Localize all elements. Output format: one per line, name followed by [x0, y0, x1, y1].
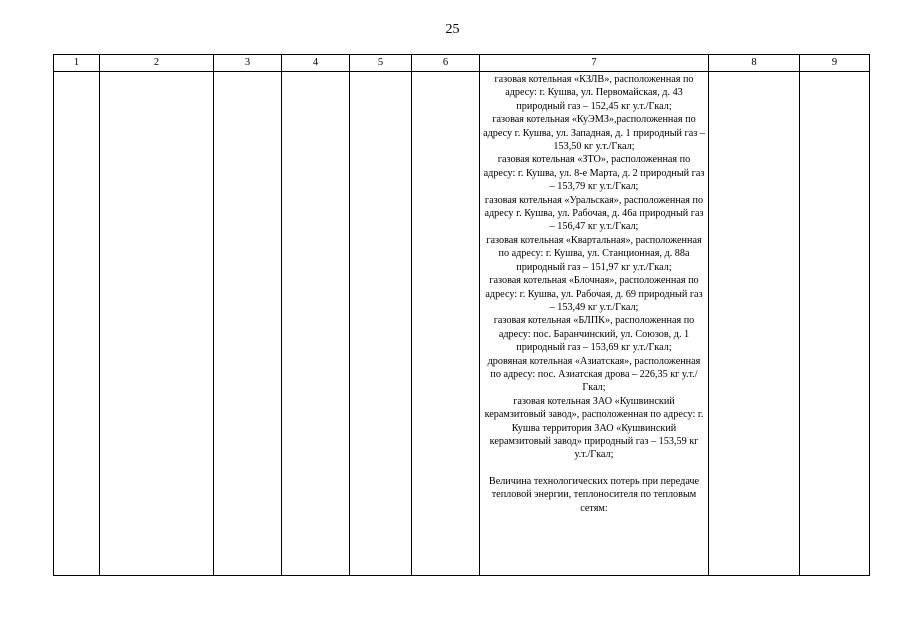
boiler-entry-kuemz: газовая котельная «КуЭМЗ»,расположенная по адресу г. Кушва, ул. Западная, д. 1 природный газ – 153,50 кг у.т./Гкал; — [483, 114, 705, 153]
boiler-entry-blpk: газовая котельная «БЛПК», расположенная по адресу: пос. Баранчинский, ул. Союзов, д. 1 природный газ – 153,69 кг у.т./Гкал; — [493, 315, 695, 354]
column-header-1: 1 — [54, 55, 100, 72]
cell-col-2 — [100, 72, 214, 576]
page-number: 25 — [445, 22, 460, 37]
cell-col-3 — [214, 72, 282, 576]
boiler-entry-blochnaya: газовая котельная «Блочная», расположенная по адресу: г. Кушва, ул. Рабочая, д. 69 природный газ – 153,49 кг у.т./Гкал; — [485, 275, 703, 313]
boiler-entry-uralskaya: газовая котельная «Уральская», расположенная по адресу г. Кушва, ул. Рабочая, д. 46а природный газ – 156,47 кг у.т./Гкал; — [484, 194, 704, 233]
cell-col-1 — [54, 72, 100, 576]
boiler-list — [480, 72, 708, 515]
column-header-5: 5 — [350, 55, 412, 72]
column-header-4: 4 — [282, 55, 350, 72]
cell-col-4 — [282, 72, 350, 576]
cell-col-8 — [709, 72, 800, 576]
header-row — [54, 55, 870, 72]
cell-col-9 — [800, 72, 870, 576]
cell-col-7 — [480, 72, 709, 576]
cell-col-6 — [412, 72, 480, 576]
data-table — [53, 54, 870, 576]
column-header-6: 6 — [412, 55, 480, 72]
boiler-entry-zto: газовая котельная «ЗТО», расположенная по адресу: г. Кушва, ул. 8-е Марта, д. 2 природный газ – 153,79 кг у.т./Гкал; — [483, 154, 705, 193]
paragraph-gap — [482, 462, 706, 475]
boiler-entry-kkz: газовая котельная ЗАО «Кушвинский керамзитовый завод», расположенная по адресу: г. Кушва территория ЗАО «Кушвинский керамзитовый завод» природный газ – 153,59 кг у.т./Гкал; — [484, 395, 704, 461]
boiler-entry-aziatskaya: дровяная котельная «Азиатская», расположенная по адресу: пос. Азиатская дрова – 226,35 кг у.т./Гкал; — [487, 355, 701, 394]
boiler-entry-kvartalnaya: газовая котельная «Квартальная», расположенная по адресу: г. Кушва, ул. Станционная, д. 88а природный газ – 151,97 кг у.т./Гкал; — [486, 234, 702, 273]
table-row — [54, 72, 870, 576]
boiler-entry-kzlv: газовая котельная «КЗЛВ», расположенная по адресу: г. Кушва, ул. Первомайская, д. 43 природный газ – 152,45 кг у.т./Гкал; — [494, 74, 694, 112]
column-header-8: 8 — [709, 55, 800, 72]
cell-col-5 — [350, 72, 412, 576]
column-header-2: 2 — [100, 55, 214, 72]
heat-loss-heading: Величина технологических потерь при передаче тепловой энергии, теплоносителя по тепловым сетям: — [488, 475, 700, 514]
column-header-7: 7 — [480, 55, 709, 72]
column-header-3: 3 — [214, 55, 282, 72]
column-header-9: 9 — [800, 55, 870, 72]
